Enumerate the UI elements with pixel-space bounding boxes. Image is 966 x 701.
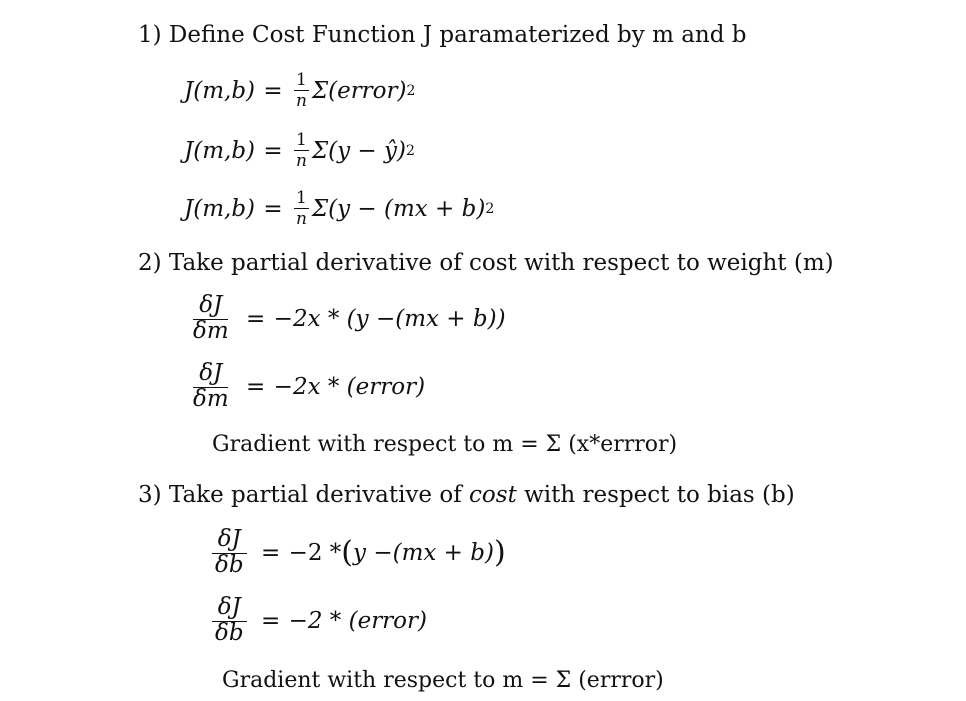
fraction	[294, 132, 309, 170]
derivative-fraction	[187, 362, 235, 411]
fraction-numerator: δJ	[193, 362, 228, 388]
fraction-denominator: δm	[193, 386, 229, 412]
fraction-numerator: 1	[296, 188, 307, 208]
fraction-denominator: δm	[193, 318, 229, 344]
cost-equation-1	[184, 72, 415, 110]
fraction-numerator: δJ	[212, 528, 247, 554]
fraction	[294, 72, 309, 110]
equation-rhs: Σ(y − ŷ)	[311, 138, 406, 164]
close-paren: )	[493, 535, 506, 570]
equation-lhs: J(m,b)	[184, 196, 256, 222]
section1-heading: 1) Define Cost Function J paramaterized by m and b	[138, 22, 747, 48]
fraction	[294, 190, 309, 228]
fraction-denominator: n	[295, 151, 307, 171]
exponent: 2	[485, 201, 495, 217]
derivative-fraction	[209, 528, 250, 577]
equals-sign: =	[263, 196, 283, 222]
exponent: 2	[406, 83, 416, 99]
weight-derivative-1	[184, 294, 506, 343]
equals-sign: =	[263, 78, 283, 104]
fraction-denominator: n	[295, 91, 307, 111]
equals-sign: =	[246, 373, 266, 400]
cost-equation-2	[184, 132, 415, 170]
equals-sign: =	[263, 138, 283, 164]
heading-text: 3) Take partial derivative of	[138, 482, 470, 508]
weight-gradient: Gradient with respect to m = Σ (x*errror)	[212, 432, 678, 457]
cost-equation-3	[184, 190, 494, 228]
fraction-denominator: δb	[215, 552, 244, 578]
bias-gradient: Gradient with respect to m = Σ (errror)	[222, 668, 664, 693]
fraction-numerator: 1	[296, 130, 307, 150]
derivative-fraction	[209, 596, 250, 645]
equals-sign: =	[260, 607, 281, 634]
open-paren: (	[341, 535, 354, 570]
bias-derivative-1	[206, 528, 506, 577]
equation-rhs: Σ(error)	[311, 78, 407, 104]
heading-text: with respect to bias (b)	[516, 482, 795, 508]
fraction-numerator: δJ	[212, 596, 247, 622]
bias-derivative-2	[206, 596, 427, 645]
equation-rhs-prefix: −2 *	[288, 539, 342, 566]
equals-sign: =	[246, 305, 266, 332]
weight-derivative-2	[184, 362, 425, 411]
section3-heading	[138, 482, 795, 508]
fraction-numerator: 1	[296, 70, 307, 90]
equals-sign: =	[260, 539, 281, 566]
section2-heading: 2) Take partial derivative of cost with respect to weight (m)	[138, 250, 834, 276]
equation-rhs: −2x * (error)	[273, 373, 426, 400]
fraction-numerator: δJ	[193, 294, 228, 320]
equation-rhs: Σ(y − (mx + b)	[311, 196, 486, 222]
equation-rhs: −2 * (error)	[288, 607, 427, 634]
fraction-denominator: n	[295, 209, 307, 229]
exponent: 2	[405, 143, 415, 159]
equation-lhs: J(m,b)	[184, 138, 256, 164]
equation-rhs: y −(mx + b)	[353, 539, 494, 566]
equation-rhs: −2x * (y −(mx + b))	[273, 305, 506, 332]
derivative-fraction	[187, 294, 235, 343]
heading-emphasis: cost	[469, 482, 517, 508]
fraction-denominator: δb	[215, 620, 244, 646]
equation-lhs: J(m,b)	[184, 78, 256, 104]
